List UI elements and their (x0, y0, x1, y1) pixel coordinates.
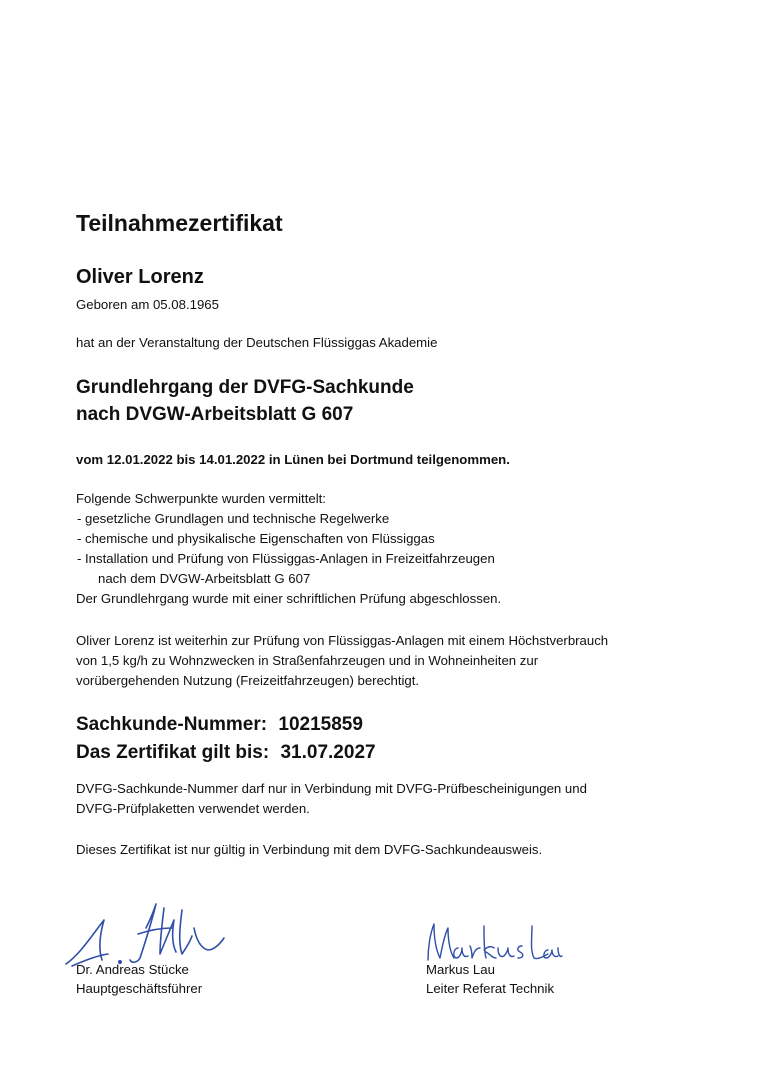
validity-value: 31.07.2027 (280, 742, 376, 763)
course-dates-line: vom 12.01.2022 bis 14.01.2022 in Lünen bei Dortmund teilgenommen. (76, 452, 510, 467)
signature-lau (424, 920, 564, 964)
signer-left-name: Dr. Andreas Stücke (76, 962, 189, 977)
course-title-line-1: Grundlehrgang der DVFG-Sachkunde (76, 377, 414, 398)
topic-item: - Installation und Prüfung von Flüssiggas-Anlagen in Freizeitfahrzeugen (76, 549, 501, 569)
signer-right-role: Leiter Referat Technik (426, 981, 555, 996)
signer-right-name: Markus Lau (426, 962, 495, 977)
usage-note (76, 779, 587, 819)
dash-bullet: - (77, 511, 82, 526)
signer-left-role: Hauptgeschäftsführer (76, 981, 203, 996)
certificate-number-label: Sachkunde-Nummer: (76, 714, 268, 735)
birth-date-line: Geboren am 05.08.1965 (76, 297, 219, 312)
dash-bullet: - (77, 531, 82, 546)
validity-row (76, 742, 376, 764)
signer-right (426, 960, 554, 998)
dash-bullet: - (77, 551, 82, 566)
certificate-number-row (76, 714, 363, 736)
topics-heading: Folgende Schwerpunkte wurden vermittelt: (76, 491, 326, 506)
intro-line: hat an der Veranstaltung der Deutschen Flüssiggas Akademie (76, 335, 438, 350)
topics-block (76, 489, 501, 609)
course-title (76, 374, 414, 428)
topic-item: - chemische und physikalische Eigenschaften von Flüssiggas (76, 529, 501, 549)
validity-note: Dieses Zertifikat ist nur gültig in Verbindung mit dem DVFG-Sachkundeausweis. (76, 842, 543, 857)
validity-label: Das Zertifikat gilt bis: (76, 742, 270, 763)
authorization-line: vorübergehenden Nutzung (Freizeitfahrzeugen) berechtigt. (76, 673, 420, 688)
document-title: Teilnahmezertifikat (76, 210, 283, 236)
topic-item-continuation: nach dem DVGW-Arbeitsblatt G 607 (98, 571, 311, 586)
authorization-line: Oliver Lorenz ist weiterhin zur Prüfung von Flüssiggas-Anlagen mit einem Höchstverbrauch (76, 633, 609, 648)
certificate-number-value: 10215859 (278, 714, 363, 735)
authorization-line: von 1,5 kg/h zu Wohnzwecken in Straßenfahrzeugen und in Wohneinheiten zur (76, 653, 539, 668)
participant-name: Oliver Lorenz (76, 266, 204, 288)
exam-line: Der Grundlehrgang wurde mit einer schriftlichen Prüfung abgeschlossen. (76, 591, 502, 606)
usage-note-line: DVFG-Prüfplaketten verwendet werden. (76, 801, 310, 816)
signer-left (76, 960, 202, 998)
usage-note-line: DVFG-Sachkunde-Nummer darf nur in Verbindung mit DVFG-Prüfbescheinigungen und (76, 781, 587, 796)
course-title-line-2: nach DVGW-Arbeitsblatt G 607 (76, 404, 354, 425)
authorization-paragraph (76, 631, 608, 691)
topic-item: - gesetzliche Grundlagen und technische Regelwerke (76, 509, 501, 529)
